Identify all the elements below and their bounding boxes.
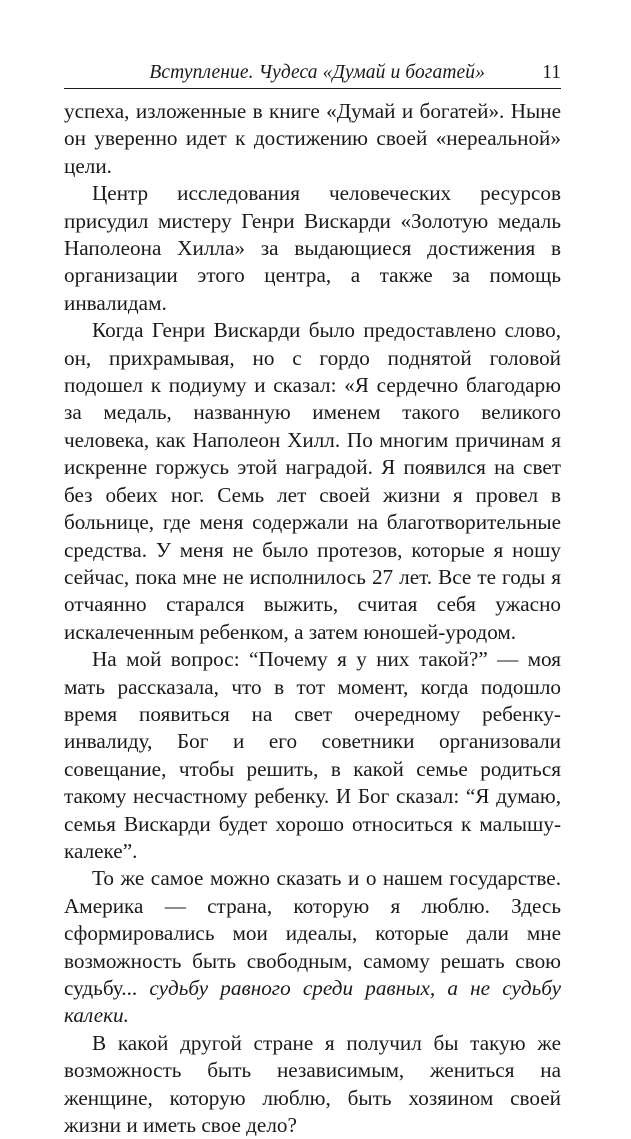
running-head-title: Вступление. Чудеса «Думай и богатей» xyxy=(149,62,485,83)
paragraph: Центр исследования человеческих ресурсов присудил мистеру Генри Вискарди «Золотую медаль Наполеона Хилла» за выдающиеся достижения в организации этого центра, а также за помощь инвалидам. xyxy=(64,181,561,315)
paragraph: успеха, изложенные в книге «Думай и богатей». Ныне он уверенно идет к достижению своей «нереальной» цели. xyxy=(64,99,561,178)
page-number: 11 xyxy=(542,62,561,83)
paragraph: В какой другой стране я получил бы такую же возможность быть независимым, жениться на женщине, которую люблю, быть хозяином своей жизни и иметь свое дело? xyxy=(64,1030,561,1138)
body-text xyxy=(64,98,561,1139)
paragraph: Когда Генри Вискарди было предоставлено слово, он, прихрамывая, но с гордо поднятой головой подошел к подиуму и сказал: «Я сердечно благодарю за медаль, названную именем такого великого человека, как Наполеон Хилл. По многим причинам я искренне горжусь этой наградой. Я появился на свет без обеих ног. Семь лет своей жизни я провел в больнице, где меня содержали на благотворительные средства. У меня не было протезов, которые я ношу сейчас, пока мне не исполнилось 27 лет. Все те годы я отчаянно старался выжить, считая себя ужасно искалеченным ребенком, а затем юношей-уродом. xyxy=(64,318,561,644)
paragraph xyxy=(64,865,561,1029)
paragraph-text: То же самое можно сказать и о нашем государстве. Америка — страна, которую я люблю. Здесь сформировались мои идеалы, которые дали мне возможность быть свободным, самому решать свою судьбу... xyxy=(64,866,561,1000)
paragraph: На мой вопрос: “Почему я у них такой?” — моя мать рассказала, что в тот момент, когда подошло время появиться на свет очередному ребенку-инвалиду, Бог и его советники организовали совещание, чтобы решить, в какой семье родиться такому несчастному ребенку. И Бог сказал: “Я думаю, семья Вискарди будет хорошо относиться к малышу-калеке”. xyxy=(64,647,561,863)
paragraph-emphasis: судьбу равного среди равных, а не судьбу калеки. xyxy=(64,976,561,1028)
running-head xyxy=(64,62,561,89)
